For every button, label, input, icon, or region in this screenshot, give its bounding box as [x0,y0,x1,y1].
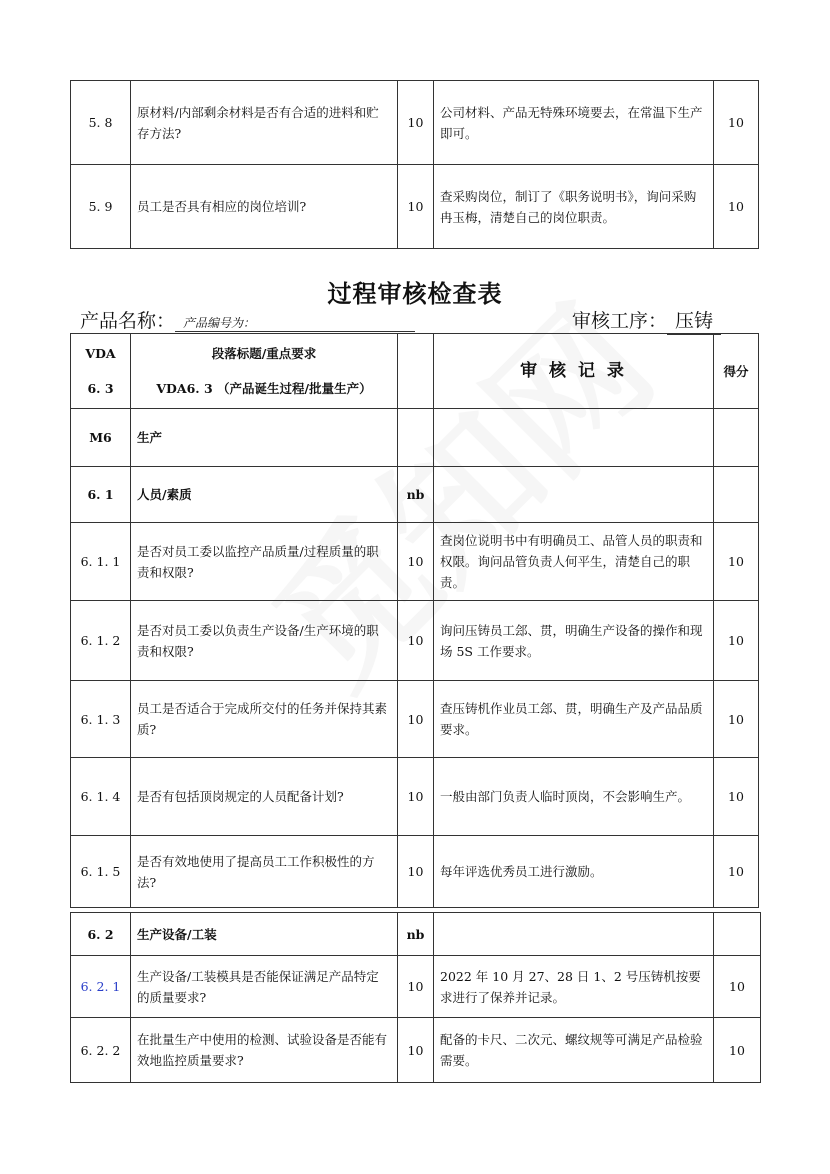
item-score: 10 [714,81,759,165]
process-field [572,306,721,335]
item-number: 5. 9 [71,165,131,249]
item-max-score: 10 [398,523,434,601]
page-title: 过程审核检查表 [327,279,503,308]
item-question: 是否对员工委以监控产品质量/过程质量的职责和权限? [131,523,398,601]
table-header-row [71,334,759,409]
audit-record: 查岗位说明书中有明确员工、品管人员的职责和权限。询问品管负责人何平生，清楚自己的职责。 [434,523,714,601]
item-number: 6. 2. 2 [71,1018,131,1083]
audit-record: 查压铸机作业员工郐、贯，明确生产及产品品质要求。 [434,681,714,758]
item-max-score: 10 [398,81,434,165]
item-number: 6. 2 [71,913,131,956]
item-number: 6. 1. 4 [71,758,131,836]
item-score [714,409,759,467]
product-name-label: 产品名称： [80,310,176,332]
table-row [71,467,759,523]
item-question: 人员/素质 [131,467,398,523]
item-score: 10 [714,956,761,1018]
product-name-field [80,306,415,333]
item-max-score: 10 [398,165,434,249]
item-question: 原材料/内部剩余材料是否有合适的进料和贮存方法? [131,81,398,165]
audit-record [434,913,714,956]
item-number: 6. 1. 5 [71,836,131,908]
item-max-score: 10 [398,601,434,681]
item-question: 是否有效地使用了提高员工工作积极性的方法? [131,836,398,908]
item-question: 在批量生产中使用的检测、试验设备是否能有效地监控质量要求? [131,1018,398,1083]
item-number: 6. 1. 3 [71,681,131,758]
table-row [71,165,759,249]
table-row [71,681,759,758]
item-score: 10 [714,1018,761,1083]
item-question: 员工是否适合于完成所交付的任务并保持其素质? [131,681,398,758]
header-vda: VDA 6. 3 [71,334,131,409]
table-row [71,758,759,836]
item-question: 生产 [131,409,398,467]
item-score: 10 [714,601,759,681]
item-score: 10 [714,836,759,908]
item-number: 6. 1. 1 [71,523,131,601]
item-number: 6. 2. 1 [71,956,131,1018]
audit-record: 查采购岗位，制订了《职务说明书》，询问采购冉玉梅，清楚自己的岗位职责。 [434,165,714,249]
item-max-score: 10 [398,1018,434,1083]
item-number: 5. 8 [71,81,131,165]
item-number: 6. 1. 2 [71,601,131,681]
audit-checklist-table [70,333,759,908]
item-question: 生产设备/工装 [131,913,398,956]
item-score: 10 [714,165,759,249]
item-max-score: nb [398,913,434,956]
audit-record: 2022 年 10 月 27、28 日 1、2 号压铸机按要求进行了保养并记录。 [434,956,714,1018]
item-score [714,467,759,523]
table-row [71,81,759,165]
item-max-score [398,409,434,467]
table-row [71,913,761,956]
item-question: 是否对员工委以负责生产设备/生产环境的职责和权限? [131,601,398,681]
table-row [71,601,759,681]
table-row [71,523,759,601]
item-max-score: 10 [398,836,434,908]
header-section: 段落标题/重点要求 VDA6. 3 （产品诞生过程/批量生产） [131,334,398,409]
item-question: 员工是否具有相应的岗位培训? [131,165,398,249]
header-score: 得分 [714,334,759,409]
audit-record [434,409,714,467]
audit-record: 一般由部门负责人临时顶岗，不会影响生产。 [434,758,714,836]
item-score: 10 [714,758,759,836]
process-label: 审核工序： [572,310,668,332]
table-row [71,836,759,908]
table-row [71,956,761,1018]
item-max-score: 10 [398,681,434,758]
audit-record: 每年评选优秀员工进行激励。 [434,836,714,908]
product-number: 产品编号为： [175,314,415,332]
item-max-score: 10 [398,758,434,836]
process-value: 压铸 [667,306,721,335]
item-question: 是否有包括顶岗规定的人员配备计划? [131,758,398,836]
table-row [71,409,759,467]
table-row [71,1018,761,1083]
previous-checklist-table [70,80,759,249]
item-score [714,913,761,956]
item-max-score: 10 [398,956,434,1018]
item-question: 生产设备/工装模具是否能保证满足产品特定的质量要求? [131,956,398,1018]
header-record: 审 核 记 录 [434,334,714,409]
audit-record [434,467,714,523]
item-number: 6. 1 [71,467,131,523]
audit-record: 询问压铸员工郐、贯，明确生产设备的操作和现场 5S 工作要求。 [434,601,714,681]
item-max-score: nb [398,467,434,523]
header-max [398,334,434,409]
item-score: 10 [714,523,759,601]
audit-record: 配备的卡尺、二次元、螺纹规等可满足产品检验需要。 [434,1018,714,1083]
equipment-checklist-table [70,912,761,1083]
audit-record: 公司材料、产品无特殊环境要去，在常温下生产即可。 [434,81,714,165]
item-number: M6 [71,409,131,467]
item-score: 10 [714,681,759,758]
